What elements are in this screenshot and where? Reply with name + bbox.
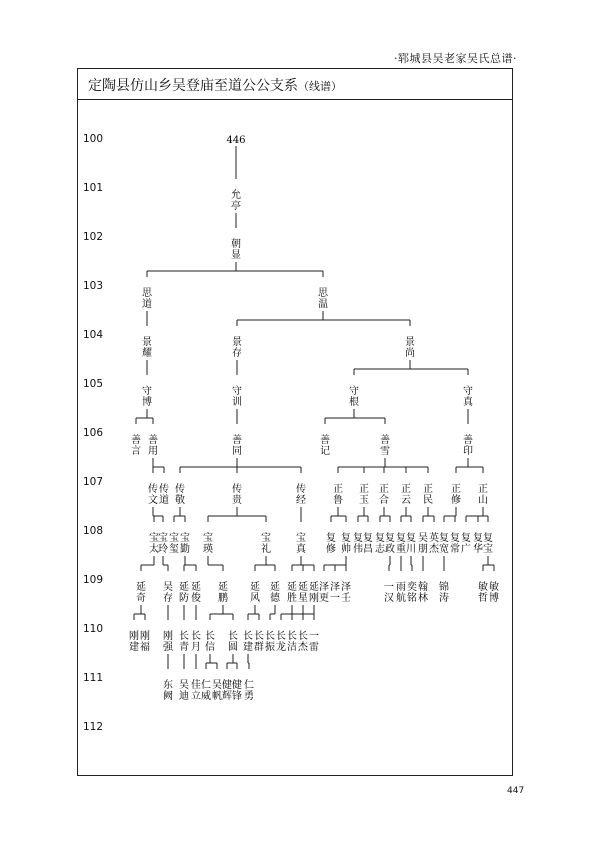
person-name: 宝真 (296, 533, 306, 555)
book-header-title: ·郓城县吴老家吴氏总谱· (394, 52, 517, 65)
person-name: 宝玲 (158, 533, 168, 555)
person-name: 复宝 (483, 533, 493, 555)
person-name: 宝礼 (261, 533, 271, 555)
person-name: 吴朋 (418, 533, 428, 555)
person-name: 复修 (326, 533, 336, 555)
person-name: 延德 (270, 582, 280, 604)
person-name: 延风 (250, 582, 260, 604)
person-name: 宝瑛 (203, 533, 213, 555)
person-name: 吴迪 (179, 680, 189, 702)
person-name: 善同 (232, 435, 242, 457)
generation-label: 104 (83, 329, 104, 341)
person-name: 佳立 (191, 680, 201, 702)
generation-label: 103 (83, 280, 104, 292)
page-number: 447 (507, 786, 525, 796)
person-name: 正修 (451, 484, 461, 506)
person-name: 传敬 (175, 484, 185, 506)
person-name: 景耀 (142, 337, 152, 359)
person-name: 允亭 (231, 190, 241, 212)
person-name: 446 (226, 135, 246, 146)
person-name: 复重 (396, 533, 406, 555)
person-name: 一雷 (309, 631, 319, 653)
person-name: 思道 (142, 288, 152, 310)
generation-label: 105 (83, 378, 104, 390)
person-name: 复帅 (341, 533, 351, 555)
generation-label: 101 (83, 182, 104, 194)
person-name: 长青 (179, 631, 189, 653)
person-name: 长龙 (276, 631, 286, 653)
person-name: 英杰 (429, 533, 439, 555)
person-name: 雨航 (396, 582, 406, 604)
person-name: 思温 (318, 288, 328, 310)
person-name: 景尚 (405, 337, 415, 359)
person-name: 长圆 (228, 631, 238, 653)
person-name: 吴帆 (212, 680, 222, 702)
person-name: 长信 (205, 631, 215, 653)
person-name: 复志 (375, 533, 385, 555)
person-name: 长杰 (298, 631, 308, 653)
person-name: 锦涛 (439, 582, 449, 604)
generation-label: 107 (83, 476, 104, 488)
person-name: 仁勇 (244, 680, 254, 702)
person-name: 复伟 (353, 533, 363, 555)
person-name: 正玉 (359, 484, 369, 506)
person-name: 正云 (401, 484, 411, 506)
person-name: 长建 (243, 631, 253, 653)
person-name: 奕铭 (407, 582, 417, 604)
generation-label: 109 (83, 574, 104, 586)
generation-label: 112 (83, 721, 104, 733)
person-name: 善言 (131, 435, 141, 457)
person-name: 延鹏 (218, 582, 228, 604)
person-name: 延防 (179, 582, 189, 604)
person-name: 长群 (254, 631, 264, 653)
person-name: 一汉 (384, 582, 394, 604)
person-name: 传道 (159, 484, 169, 506)
person-name: 传文 (148, 484, 158, 506)
person-name: 健辉 (222, 680, 232, 702)
person-name: 长洁 (287, 631, 297, 653)
person-name: 复昌 (363, 533, 373, 555)
person-name: 长振 (265, 631, 275, 653)
person-name: 朝显 (231, 239, 241, 261)
person-name: 复华 (473, 533, 483, 555)
person-name: 正合 (379, 484, 389, 506)
person-name: 善雪 (380, 435, 390, 457)
person-name: 正民 (423, 484, 433, 506)
person-name: 延奇 (136, 582, 146, 604)
person-name: 传经 (296, 484, 306, 506)
person-name: 长月 (191, 631, 201, 653)
person-name: 复宽 (439, 533, 449, 555)
person-name: 刚福 (140, 631, 150, 653)
person-name: 延星 (298, 582, 308, 604)
person-name: 复政 (385, 533, 395, 555)
generation-label: 102 (83, 231, 104, 243)
person-name: 仁威 (201, 680, 211, 702)
person-name: 守真 (463, 386, 473, 408)
person-name: 复广 (461, 533, 471, 555)
person-name: 健锋 (232, 680, 242, 702)
person-name: 传贵 (232, 484, 242, 506)
generation-label: 110 (83, 623, 104, 635)
person-name: 泽更 (319, 582, 329, 604)
person-name: 敏博 (489, 582, 499, 604)
person-name: 宝太 (149, 533, 159, 555)
person-name: 刚强 (163, 631, 173, 653)
person-name: 泽一 (330, 582, 340, 604)
person-name: 敏哲 (478, 582, 488, 604)
person-name: 善印 (463, 435, 473, 457)
person-name: 东阙 (163, 680, 173, 702)
person-name: 翰林 (418, 582, 428, 604)
person-name: 延胜 (287, 582, 297, 604)
person-name: 景存 (232, 337, 242, 359)
generation-label: 106 (83, 427, 104, 439)
person-name: 善记 (320, 435, 330, 457)
person-name: 复常 (450, 533, 460, 555)
person-name: 正山 (478, 484, 488, 506)
person-name: 吴存 (163, 582, 173, 604)
person-name: 守训 (232, 386, 242, 408)
generation-label: 100 (83, 133, 104, 145)
title-sub: （线谱） (298, 80, 342, 93)
person-name: 守博 (142, 386, 152, 408)
generation-label: 111 (83, 672, 104, 684)
person-name: 刚建 (129, 631, 139, 653)
person-name: 宝玺 (169, 533, 179, 555)
person-name: 复川 (406, 533, 416, 555)
person-name: 善用 (148, 435, 158, 457)
person-name: 延俊 (191, 582, 201, 604)
person-name: 延刚 (309, 582, 319, 604)
person-name: 守根 (349, 386, 359, 408)
title-main: 定陶县仿山乡吴登庙至道公公支系 (88, 78, 298, 94)
person-name: 泽壬 (341, 582, 351, 604)
generation-label: 108 (83, 525, 104, 537)
person-name: 正鲁 (333, 484, 343, 506)
person-name: 宝勤 (180, 533, 190, 555)
